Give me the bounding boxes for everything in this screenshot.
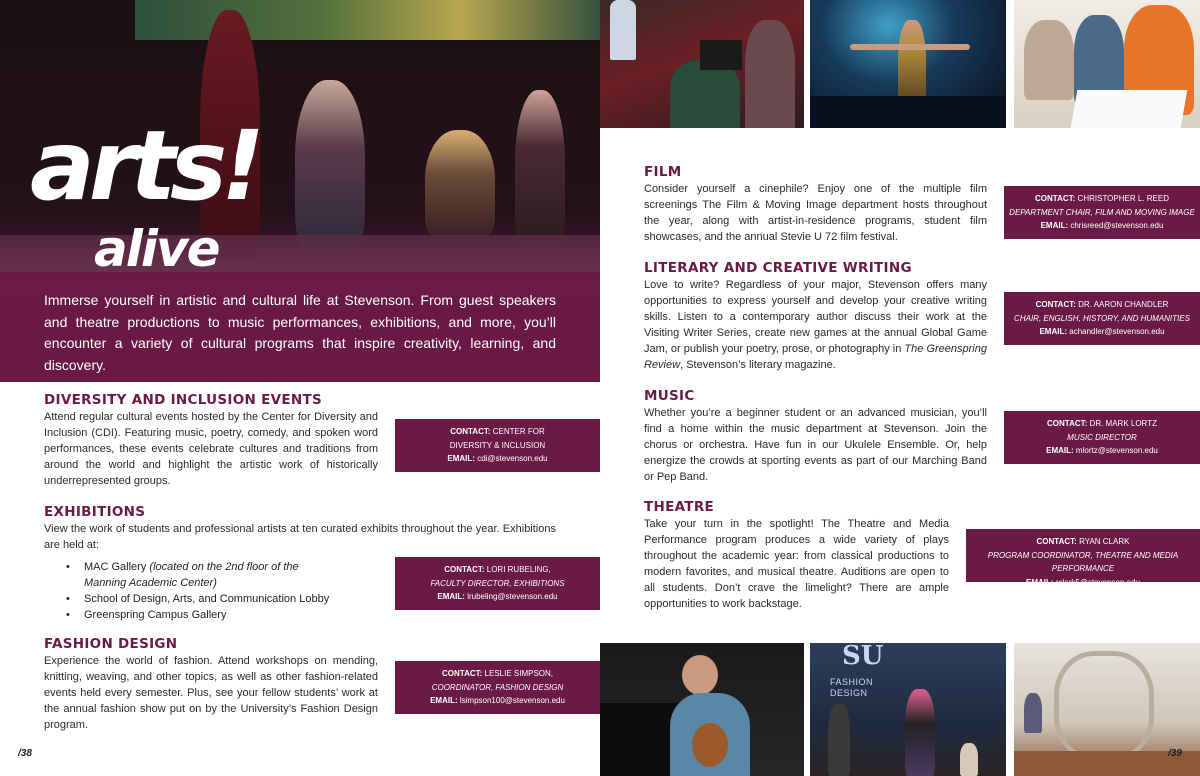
email-label: EMAIL: xyxy=(447,454,475,463)
section-literary xyxy=(644,260,987,373)
banner-logo: SU xyxy=(842,643,884,671)
photo-fashion-show xyxy=(810,643,1006,776)
contact-role: CHAIR, ENGLISH, HISTORY, AND HUMANITIES xyxy=(1014,313,1190,323)
contact-email[interactable]: cdi@stevenson.edu xyxy=(477,454,548,463)
performer-figure xyxy=(515,90,565,250)
contact-card-theatre xyxy=(966,529,1200,587)
contact-role: COORDINATOR, FASHION DESIGN xyxy=(431,682,564,692)
contact-name: RYAN CLARK xyxy=(1079,537,1130,546)
performer-figure xyxy=(295,80,365,250)
stage-backdrop xyxy=(135,0,600,40)
heading-diversity: DIVERSITY AND INCLUSION EVENTS xyxy=(44,392,323,408)
title-arts: arts! xyxy=(30,110,259,222)
body-music: Whether you’re a beginner student or an advanced musician, you’ll find a home within the music department at Stevenson. Join the chorus or orchestra. Have fun in our Ukulele Ensemble. Or, help energize the crowds at sporting events as part of our Marching Band or Pep Band. xyxy=(644,407,987,483)
email-label: EMAIL: xyxy=(1046,446,1074,455)
photo-ukulele-student xyxy=(600,643,804,776)
heading-music: MUSIC xyxy=(644,388,695,404)
contact-label: CONTACT: xyxy=(1047,419,1088,428)
list-item: • Greenspring Campus Gallery xyxy=(66,607,556,623)
body-fashion: Experience the world of fashion. Attend workshops on mending, knitting, weaving, and other topics, as well as other fashion-related events held every semester. Plus, see your fellow students’ work at the annual fashion show put on by the University’s Fashion Design program. xyxy=(44,655,378,731)
contact-card-literary xyxy=(1004,292,1200,345)
section-fashion xyxy=(44,636,378,733)
email-label: EMAIL: xyxy=(1026,577,1054,587)
contact-label: CONTACT: xyxy=(1035,194,1076,203)
section-music xyxy=(644,388,987,485)
heading-exhibitions: EXHIBITIONS xyxy=(44,504,146,520)
heading-fashion: FASHION DESIGN xyxy=(44,636,178,652)
photo-dancer xyxy=(810,0,1006,128)
contact-name: CHRISTOPHER L. REED xyxy=(1077,194,1169,203)
contact-email[interactable]: lrubeling@stevenson.edu xyxy=(467,592,558,601)
contact-label: CONTACT: xyxy=(1035,300,1076,309)
contact-name: LORI RUBELING, xyxy=(486,565,551,574)
email-label: EMAIL: xyxy=(1039,327,1068,336)
contact-card-exhibitions xyxy=(395,557,600,610)
heading-theatre: THEATRE xyxy=(644,499,715,515)
intro-paragraph: Immerse yourself in artistic and cultural life at Stevenson. From guest speakers and theatre productions to music performances, exhibitions, and more, you’ll encounter a variety of cultural programs that inspire creativity, learning, and discovery. xyxy=(44,292,556,373)
contact-name-line2: DIVERSITY & INCLUSION xyxy=(449,440,546,450)
contact-email[interactable]: chrisreed@stevenson.edu xyxy=(1070,221,1164,230)
contact-name: DR. MARK LORTZ xyxy=(1089,419,1157,428)
page-number-left: /38 xyxy=(18,748,32,759)
contact-role: FACULTY DIRECTOR, EXHIBITIONS xyxy=(430,578,565,588)
section-diversity xyxy=(44,392,378,489)
body-diversity: Attend regular cultural events hosted by the Center for Diversity and Inclusion (CDI). Featuring music, poetry, comedy, and spoken word performances, these events celebrate cultures and traditions from around the world and highlight the artistic work of historically underrepresented groups. xyxy=(44,411,378,487)
contact-label: CONTACT: xyxy=(442,669,483,678)
performer-figure xyxy=(425,130,495,240)
contact-name: LESLIE SIMPSON, xyxy=(484,669,553,678)
section-film xyxy=(644,164,987,245)
contact-email[interactable]: rclark5@stevenson.edu xyxy=(1055,577,1140,587)
contact-role: MUSIC DIRECTOR xyxy=(1067,432,1137,442)
heading-film: FILM xyxy=(644,164,682,180)
body-film: Consider yourself a cinephile? Enjoy one of the multiple film screenings The Film & Moving Image department hosts throughout the year, along with artist-in-residence programs, student film showcases, and the annual Stevie U 72 film festival. xyxy=(644,183,987,243)
body-literary: Love to write? Regardless of your major, Stevenson offers many opportunities to express yourself and develop your creative writing skills. Listen to a contemporary author discuss their work at the Visiting Writer Series, create new games at the annual Global Game Jam, or publish your poetry, prose, or photography in The Greenspring Review, Stevenson’s literary magazine. xyxy=(644,279,987,371)
contact-label: CONTACT: xyxy=(444,565,485,574)
page-number-right: /39 xyxy=(1168,748,1182,759)
contact-label: CONTACT: xyxy=(1036,537,1077,546)
contact-email[interactable]: achandler@stevenson.edu xyxy=(1069,327,1165,336)
contact-card-diversity xyxy=(395,419,600,472)
list-item: • MAC Gallery (located on the 2nd floor of the Manning Academic Center) xyxy=(66,559,556,591)
contact-name: CENTER FOR xyxy=(492,427,545,436)
banner-caption: FASHION DESIGN xyxy=(830,677,874,698)
contact-role: DEPARTMENT CHAIR, FILM AND MOVING IMAGE xyxy=(1009,207,1195,217)
email-label: EMAIL: xyxy=(437,592,465,601)
email-label: EMAIL: xyxy=(1040,221,1069,230)
body-theatre: Take your turn in the spotlight! The Theatre and Media Performance program produces a wide variety of plays throughout the academic year: from classical productions to modern favorites, and musical theatre. Auditions are open to all students. Don’t crave the limelight? There are ample opportunities to work backstage. xyxy=(644,518,949,610)
contact-card-fashion xyxy=(395,661,600,714)
contact-card-film xyxy=(1004,186,1200,239)
email-label: EMAIL: xyxy=(430,696,458,705)
contact-email[interactable]: lsimpson100@stevenson.edu xyxy=(459,696,565,705)
body-exhibitions: View the work of students and professional artists at ten curated exhibits throughout the year. Exhibitions are held at: xyxy=(44,523,556,551)
heading-literary: LITERARY AND CREATIVE WRITING xyxy=(644,260,912,276)
contact-email[interactable]: mlortz@stevenson.edu xyxy=(1075,446,1158,455)
contact-label: CONTACT: xyxy=(450,427,491,436)
contact-card-music xyxy=(1004,411,1200,464)
contact-role: PROGRAM COORDINATOR, THEATRE AND MEDIA PERFORMANCE xyxy=(987,550,1179,573)
list-item: • School of Design, Arts, and Communication Lobby xyxy=(66,591,556,607)
photo-film-crew xyxy=(600,0,804,128)
title-alive: alive xyxy=(94,220,219,278)
photo-writing-students xyxy=(1014,0,1200,128)
section-theatre xyxy=(644,499,949,612)
contact-name: DR. AARON CHANDLER xyxy=(1078,300,1169,309)
hero-photo-theatre xyxy=(0,0,600,382)
